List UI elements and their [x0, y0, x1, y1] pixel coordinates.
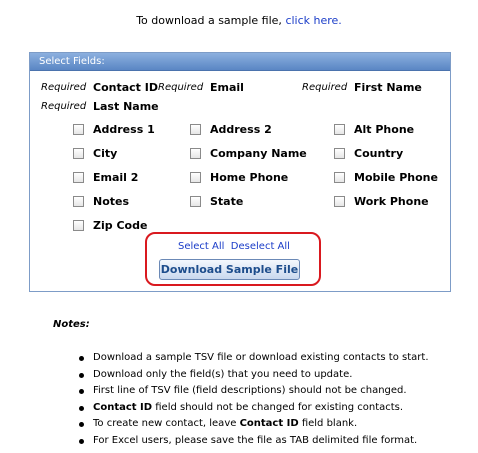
required-field-contact-id: Contact ID [93, 81, 158, 94]
required-field-last-name: Last Name [93, 100, 159, 113]
field-label-company-name: Company Name [210, 147, 307, 160]
checkbox-work-phone[interactable] [334, 196, 345, 207]
required-tag: Required [41, 101, 87, 112]
field-label-state: State [210, 195, 244, 208]
panel-title: Select Fields: [30, 53, 450, 71]
checkbox-city[interactable] [73, 148, 84, 159]
field-label-address-1: Address 1 [93, 123, 155, 136]
field-label-zip-code: Zip Code [93, 219, 148, 232]
field-label-city: City [93, 147, 118, 160]
notes-list [78, 350, 429, 449]
list-item: To create new contact, leave Contact ID field blank. [78, 416, 429, 433]
download-sample-file-button[interactable]: Download Sample File [159, 259, 300, 280]
list-item: First line of TSV file (field descriptions) should not be changed. [78, 383, 429, 400]
checkbox-address-1[interactable] [73, 124, 84, 135]
required-field-email: Email [210, 81, 244, 94]
field-label-alt-phone: Alt Phone [354, 123, 415, 136]
checkbox-state[interactable] [190, 196, 201, 207]
list-item: Download only the field(s) that you need to update. [78, 367, 429, 384]
click-here-link[interactable]: click here. [285, 14, 342, 27]
list-item: For Excel users, please save the file as TAB delimited file format. [78, 433, 429, 450]
required-field-first-name: First Name [354, 81, 422, 94]
checkbox-email-2[interactable] [73, 172, 84, 183]
deselect-all-link[interactable]: Deselect All [230, 241, 290, 252]
checkbox-notes[interactable] [73, 196, 84, 207]
required-tag: Required [41, 82, 87, 93]
intro-text [0, 14, 478, 27]
list-item: Contact ID field should not be changed for existing contacts. [78, 400, 429, 417]
field-label-email-2: Email 2 [93, 171, 139, 184]
field-label-notes: Notes [93, 195, 130, 208]
checkbox-zip-code[interactable] [73, 220, 84, 231]
list-item: Download a sample TSV file or download existing contacts to start. [78, 350, 429, 367]
checkbox-alt-phone[interactable] [334, 124, 345, 135]
field-label-address-2: Address 2 [210, 123, 272, 136]
notes-title: Notes: [53, 319, 90, 330]
required-tag: Required [302, 82, 348, 93]
checkbox-mobile-phone[interactable] [334, 172, 345, 183]
field-label-mobile-phone: Mobile Phone [354, 171, 438, 184]
selection-links [178, 241, 290, 252]
field-label-country: Country [354, 147, 404, 160]
checkbox-country[interactable] [334, 148, 345, 159]
checkbox-address-2[interactable] [190, 124, 201, 135]
required-tag: Required [158, 82, 204, 93]
intro-label: To download a sample file, [136, 14, 286, 27]
checkbox-home-phone[interactable] [190, 172, 201, 183]
field-label-work-phone: Work Phone [354, 195, 429, 208]
field-label-home-phone: Home Phone [210, 171, 289, 184]
checkbox-company-name[interactable] [190, 148, 201, 159]
select-all-link[interactable]: Select All [178, 241, 225, 252]
